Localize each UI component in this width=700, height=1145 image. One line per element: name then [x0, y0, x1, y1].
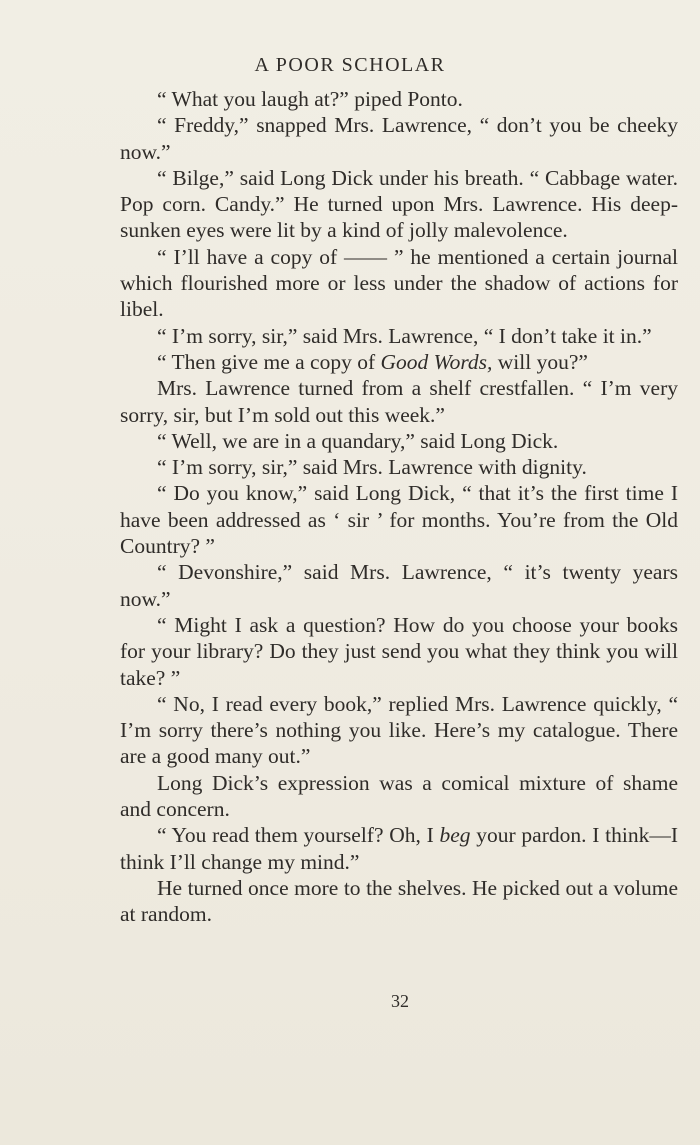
italic-text: beg	[439, 823, 471, 848]
italic-text: Good Words,	[380, 349, 493, 374]
text-run: “ Might I ask a question? How do you choose your books for your library? Do they just send you what they think you will take? ”	[120, 612, 678, 690]
paragraph	[120, 770, 678, 823]
paragraph	[120, 428, 678, 454]
paragraph	[120, 349, 678, 375]
text-run: Long Dick’s expression was a comical mixture of shame and concern.	[120, 770, 678, 822]
text-run: “ I’m sorry, sir,” said Mrs. Lawrence, “ I don’t take it in.”	[157, 323, 652, 348]
paragraph	[120, 691, 678, 770]
text-run: “ You read them yourself? Oh, I	[157, 823, 440, 848]
paragraph	[120, 875, 678, 928]
text-run: He turned once more to the shelves. He picked out a volume at random.	[120, 875, 678, 927]
text-run: “ Well, we are in a quandary,” said Long Dick.	[157, 428, 559, 453]
text-run: “ Devonshire,” said Mrs. Lawrence, “ it’s twenty years now.”	[120, 560, 678, 611]
body-text	[120, 86, 678, 928]
text-run: will you?”	[492, 349, 588, 374]
paragraph	[120, 86, 678, 112]
running-head: A POOR SCHOLAR	[254, 54, 446, 76]
text-run: “ Freddy,” snapped Mrs. Lawrence, “ don’t you be cheeky now.”	[120, 113, 678, 164]
text-run: “ I’m sorry, sir,” said Mrs. Lawrence with dignity.	[157, 455, 587, 480]
text-run: “ Bilge,” said Long Dick under his breath. “ Cabbage water. Pop corn. Candy.” He turned upon Mrs. Lawrence. His deep-sunken eyes were lit by a kind of jolly malevolence.	[120, 165, 678, 243]
paragraph	[120, 323, 678, 349]
paragraph	[120, 480, 678, 559]
text-run: “ Then give me a copy of	[157, 349, 381, 374]
text-run: “ What you laugh at?” piped Ponto.	[157, 87, 463, 111]
page-number: 32	[391, 991, 409, 1011]
paragraph	[120, 822, 678, 875]
paragraph	[120, 454, 678, 480]
paragraph	[120, 165, 678, 244]
text-run: “ I’ll have a copy of —— ” he mentioned a certain journal which flourished more or less under the shadow of actions for libel.	[120, 244, 678, 322]
paragraph	[120, 612, 678, 691]
paragraph	[120, 559, 678, 612]
text-run: your pardon. I think—I think I’ll change my mind.”	[120, 823, 678, 874]
text-run: “ No, I read every book,” replied Mrs. Lawrence quickly, “ I’m sorry there’s nothing you like. Here’s my catalogue. There are a good many out.”	[120, 691, 678, 769]
paragraph	[120, 244, 678, 323]
paragraph	[120, 112, 678, 165]
text-run: “ Do you know,” said Long Dick, “ that it’s the first time I have been addressed as ‘ sir ’ for months. You’re from the Old Country? ”	[120, 481, 678, 559]
text-run: Mrs. Lawrence turned from a shelf crestfallen. “ I’m very sorry, sir, but I’m sold out this week.”	[120, 376, 678, 427]
paragraph	[120, 375, 678, 428]
